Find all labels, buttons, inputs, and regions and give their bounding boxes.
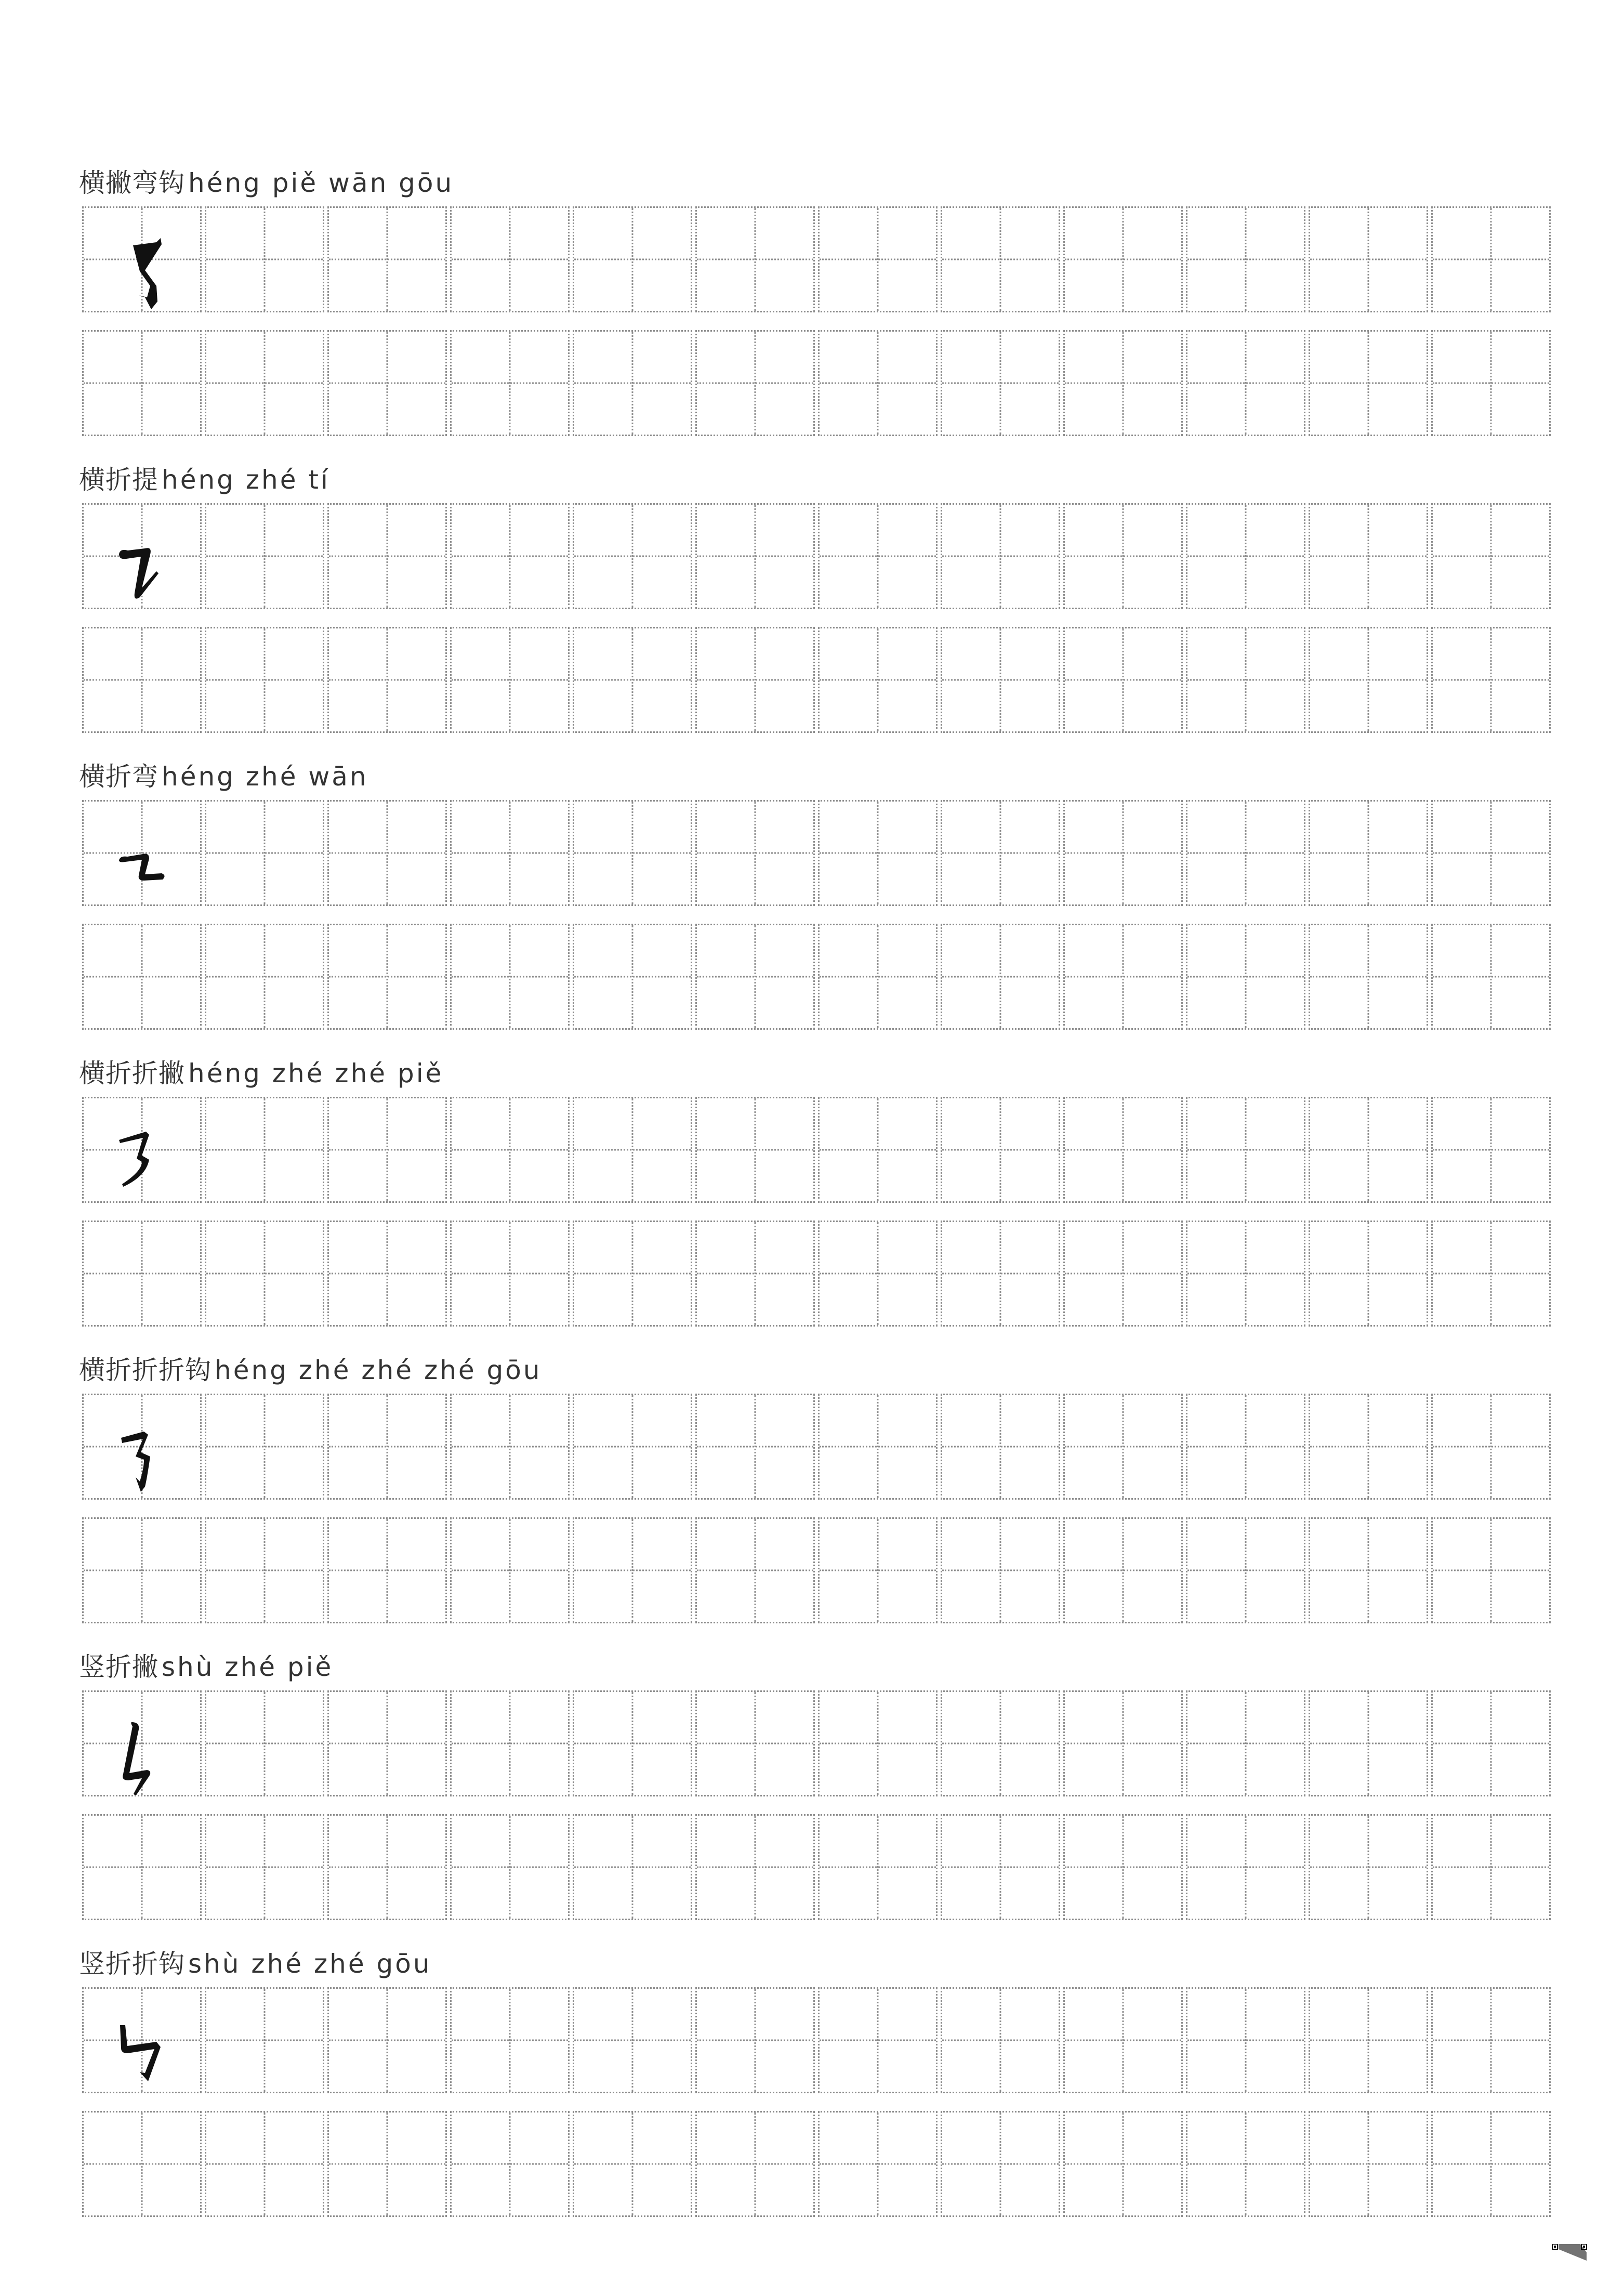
example-stroke-box — [82, 1097, 202, 1203]
practice-box[interactable] — [1431, 2111, 1551, 2217]
practice-box[interactable] — [941, 2111, 1060, 2217]
practice-box[interactable] — [327, 1987, 447, 2093]
practice-box[interactable] — [573, 503, 692, 609]
practice-box[interactable] — [573, 627, 692, 733]
practice-box[interactable] — [82, 2111, 202, 2217]
practice-box[interactable] — [205, 206, 324, 312]
stroke-title — [79, 1058, 443, 1089]
stroke-hanzi: 横撇弯钩 — [79, 168, 185, 198]
practice-row — [82, 1517, 1556, 1623]
stroke-pinyin: shù zhé piě — [162, 1652, 334, 1682]
example-stroke-box — [82, 503, 202, 609]
practice-row — [82, 1394, 1556, 1500]
practice-box[interactable] — [327, 1517, 447, 1623]
practice-box[interactable] — [1309, 2111, 1428, 2217]
practice-row — [82, 206, 1556, 312]
practice-box[interactable] — [573, 206, 692, 312]
practice-box[interactable] — [941, 924, 1060, 1030]
practice-box[interactable] — [205, 1517, 324, 1623]
stroke-hanzi: 横折弯 — [79, 762, 159, 792]
practice-box[interactable] — [1063, 503, 1183, 609]
practice-box[interactable] — [82, 330, 202, 436]
example-stroke-box — [82, 206, 202, 312]
practice-box[interactable] — [450, 330, 570, 436]
practice-box[interactable] — [327, 206, 447, 312]
vertical-turn-turn-hook-stroke-icon — [84, 1989, 200, 2092]
practice-box[interactable] — [941, 206, 1060, 312]
practice-box[interactable] — [1063, 330, 1183, 436]
practice-box[interactable] — [1431, 503, 1551, 609]
practice-box[interactable] — [450, 1394, 570, 1500]
practice-box[interactable] — [205, 1814, 324, 1920]
practice-box[interactable] — [941, 1097, 1060, 1203]
practice-box[interactable] — [695, 1394, 815, 1500]
practice-box[interactable] — [450, 206, 570, 312]
practice-box[interactable] — [327, 1394, 447, 1500]
stroke-title — [79, 1948, 432, 1979]
practice-box[interactable] — [1431, 924, 1551, 1030]
practice-box[interactable] — [695, 1517, 815, 1623]
practice-box[interactable] — [695, 330, 815, 436]
stroke-hanzi: 竖折折钩 — [79, 1949, 185, 1979]
practice-box[interactable] — [327, 800, 447, 906]
practice-box[interactable] — [1063, 2111, 1183, 2217]
practice-box[interactable] — [695, 800, 815, 906]
practice-box[interactable] — [1431, 800, 1551, 906]
horizontal-turn-bend-stroke-icon — [84, 802, 200, 904]
practice-box[interactable] — [1431, 1221, 1551, 1327]
stroke-pinyin: shù zhé zhé gōu — [188, 1949, 432, 1979]
practice-box[interactable] — [573, 800, 692, 906]
practice-box[interactable] — [1186, 330, 1305, 436]
practice-box[interactable] — [1186, 800, 1305, 906]
practice-box[interactable] — [82, 1814, 202, 1920]
practice-box[interactable] — [941, 1814, 1060, 1920]
practice-box[interactable] — [205, 2111, 324, 2217]
practice-box[interactable] — [573, 1690, 692, 1796]
practice-box[interactable] — [1431, 206, 1551, 312]
practice-box[interactable] — [1309, 1690, 1428, 1796]
practice-box[interactable] — [573, 1221, 692, 1327]
practice-box[interactable] — [573, 924, 692, 1030]
practice-box[interactable] — [818, 800, 938, 906]
stroke-pinyin: héng zhé zhé piě — [188, 1058, 444, 1088]
practice-box[interactable] — [941, 1517, 1060, 1623]
practice-box[interactable] — [1309, 1097, 1428, 1203]
practice-box[interactable] — [1431, 1517, 1551, 1623]
practice-box[interactable] — [327, 330, 447, 436]
practice-box[interactable] — [1063, 1814, 1183, 1920]
practice-box[interactable] — [1431, 1690, 1551, 1796]
practice-box[interactable] — [327, 1814, 447, 1920]
stroke-pinyin: héng zhé zhé zhé gōu — [215, 1355, 542, 1385]
practice-box[interactable] — [1186, 1517, 1305, 1623]
practice-box[interactable] — [1063, 1517, 1183, 1623]
practice-box[interactable] — [818, 2111, 938, 2217]
stroke-section — [0, 1652, 1624, 1987]
practice-box[interactable] — [450, 1690, 570, 1796]
practice-box[interactable] — [1431, 1394, 1551, 1500]
horizontal-turn-turn-sweep-stroke-icon — [84, 1098, 200, 1201]
stroke-hanzi: 横折折折钩 — [79, 1355, 212, 1385]
practice-box[interactable] — [695, 206, 815, 312]
practice-box[interactable] — [1063, 924, 1183, 1030]
practice-box[interactable] — [573, 2111, 692, 2217]
practice-box[interactable] — [205, 627, 324, 733]
practice-box[interactable] — [1063, 206, 1183, 312]
practice-box[interactable] — [941, 1690, 1060, 1796]
practice-box[interactable] — [1186, 206, 1305, 312]
practice-row — [82, 503, 1556, 609]
practice-row — [82, 1690, 1556, 1796]
stroke-title — [79, 464, 330, 495]
practice-box[interactable] — [818, 206, 938, 312]
practice-box[interactable] — [205, 924, 324, 1030]
practice-box[interactable] — [205, 1221, 324, 1327]
practice-box[interactable] — [1063, 800, 1183, 906]
practice-row — [82, 627, 1556, 733]
practice-box[interactable] — [818, 1221, 938, 1327]
practice-box[interactable] — [941, 330, 1060, 436]
practice-box[interactable] — [327, 503, 447, 609]
practice-row — [82, 800, 1556, 906]
horizontal-triple-turn-hook-stroke-icon — [84, 1395, 200, 1498]
practice-box[interactable] — [82, 1517, 202, 1623]
practice-box[interactable] — [450, 2111, 570, 2217]
practice-box[interactable] — [818, 1517, 938, 1623]
practice-box[interactable] — [82, 627, 202, 733]
practice-box[interactable] — [818, 627, 938, 733]
practice-box[interactable] — [450, 1221, 570, 1327]
example-stroke-box — [82, 800, 202, 906]
practice-box[interactable] — [205, 1987, 324, 2093]
practice-box[interactable] — [205, 1097, 324, 1203]
practice-box[interactable] — [1431, 330, 1551, 436]
zig-hook-stroke-icon — [84, 208, 200, 311]
practice-box[interactable] — [327, 1097, 447, 1203]
practice-box[interactable] — [1309, 1814, 1428, 1920]
practice-row — [82, 330, 1556, 436]
practice-box[interactable] — [695, 924, 815, 1030]
practice-box[interactable] — [1309, 503, 1428, 609]
practice-box[interactable] — [1063, 1690, 1183, 1796]
practice-box[interactable] — [573, 1097, 692, 1203]
practice-box[interactable] — [573, 1394, 692, 1500]
stroke-title — [79, 761, 368, 792]
practice-box[interactable] — [450, 924, 570, 1030]
practice-box[interactable] — [1186, 1987, 1305, 2093]
practice-box[interactable] — [573, 1517, 692, 1623]
practice-box[interactable] — [818, 1814, 938, 1920]
practice-box[interactable] — [1063, 1394, 1183, 1500]
practice-box[interactable] — [941, 627, 1060, 733]
stroke-title — [79, 1355, 542, 1386]
practice-box[interactable] — [1431, 1814, 1551, 1920]
practice-box[interactable] — [1309, 1221, 1428, 1327]
stroke-section — [0, 762, 1624, 1097]
practice-box[interactable] — [695, 503, 815, 609]
qr-code-icon — [1552, 2244, 1588, 2261]
practice-box[interactable] — [82, 1221, 202, 1327]
practice-box[interactable] — [1309, 1394, 1428, 1500]
practice-box[interactable] — [1431, 1097, 1551, 1203]
practice-box[interactable] — [941, 800, 1060, 906]
practice-row — [82, 1221, 1556, 1327]
practice-box[interactable] — [1309, 1987, 1428, 2093]
stroke-title — [79, 1651, 333, 1683]
stroke-pinyin: héng piě wān gōu — [188, 168, 454, 198]
stroke-section — [0, 465, 1624, 800]
vertical-turn-sweep-stroke-icon — [84, 1692, 200, 1795]
practice-box[interactable] — [1431, 1987, 1551, 2093]
practice-box[interactable] — [1063, 1987, 1183, 2093]
practice-box[interactable] — [1186, 1221, 1305, 1327]
practice-box[interactable] — [1186, 1394, 1305, 1500]
practice-box[interactable] — [205, 1394, 324, 1500]
practice-box[interactable] — [450, 503, 570, 609]
stroke-hanzi: 横折折撇 — [79, 1058, 185, 1088]
practice-box[interactable] — [941, 503, 1060, 609]
stroke-hanzi: 竖折撇 — [79, 1652, 159, 1682]
practice-box[interactable] — [1309, 330, 1428, 436]
practice-box[interactable] — [695, 627, 815, 733]
practice-row — [82, 924, 1556, 1030]
practice-box[interactable] — [450, 1097, 570, 1203]
practice-row — [82, 1097, 1556, 1203]
practice-box[interactable] — [1186, 1097, 1305, 1203]
practice-box[interactable] — [818, 924, 938, 1030]
practice-box[interactable] — [450, 1517, 570, 1623]
practice-box[interactable] — [1309, 1517, 1428, 1623]
practice-box[interactable] — [327, 1221, 447, 1327]
practice-box[interactable] — [695, 1097, 815, 1203]
practice-box[interactable] — [695, 1690, 815, 1796]
practice-box[interactable] — [1063, 1221, 1183, 1327]
practice-box[interactable] — [1186, 2111, 1305, 2217]
practice-box[interactable] — [1186, 1814, 1305, 1920]
practice-box[interactable] — [941, 1221, 1060, 1327]
practice-box[interactable] — [1186, 503, 1305, 609]
practice-box[interactable] — [1309, 800, 1428, 906]
example-stroke-box — [82, 1394, 202, 1500]
practice-box[interactable] — [573, 330, 692, 436]
practice-box[interactable] — [1186, 627, 1305, 733]
stroke-section — [0, 1355, 1624, 1690]
stroke-section — [0, 168, 1624, 503]
practice-box[interactable] — [82, 924, 202, 1030]
practice-box[interactable] — [695, 1814, 815, 1920]
practice-box[interactable] — [1309, 924, 1428, 1030]
practice-box[interactable] — [695, 1221, 815, 1327]
practice-box[interactable] — [327, 627, 447, 733]
stroke-section — [0, 1058, 1624, 1394]
practice-box[interactable] — [1431, 627, 1551, 733]
practice-box[interactable] — [1186, 1690, 1305, 1796]
practice-box[interactable] — [327, 924, 447, 1030]
practice-box[interactable] — [205, 330, 324, 436]
practice-row — [82, 1814, 1556, 1920]
practice-box[interactable] — [450, 1987, 570, 2093]
practice-row — [82, 2111, 1556, 2217]
stroke-pinyin: héng zhé wān — [162, 762, 368, 792]
practice-box[interactable] — [1063, 1097, 1183, 1203]
practice-box[interactable] — [450, 627, 570, 733]
practice-box[interactable] — [450, 800, 570, 906]
stroke-section — [0, 1949, 1624, 2284]
practice-box[interactable] — [818, 1394, 938, 1500]
practice-box[interactable] — [941, 1394, 1060, 1500]
practice-box[interactable] — [818, 503, 938, 609]
practice-box[interactable] — [818, 330, 938, 436]
practice-box[interactable] — [205, 800, 324, 906]
stroke-hanzi: 横折提 — [79, 465, 159, 495]
practice-row — [82, 1987, 1556, 2093]
practice-box[interactable] — [695, 2111, 815, 2217]
practice-box[interactable] — [573, 1814, 692, 1920]
example-stroke-box — [82, 1690, 202, 1796]
practice-box[interactable] — [205, 503, 324, 609]
practice-box[interactable] — [327, 2111, 447, 2217]
practice-box[interactable] — [450, 1814, 570, 1920]
horizontal-turn-rise-stroke-icon — [84, 505, 200, 608]
practice-box[interactable] — [1309, 627, 1428, 733]
practice-box[interactable] — [818, 1690, 938, 1796]
practice-box[interactable] — [695, 1987, 815, 2093]
stroke-pinyin: héng zhé tí — [162, 465, 330, 495]
practice-box[interactable] — [573, 1987, 692, 2093]
practice-box[interactable] — [1309, 206, 1428, 312]
practice-box[interactable] — [1186, 924, 1305, 1030]
practice-box[interactable] — [941, 1987, 1060, 2093]
practice-box[interactable] — [205, 1690, 324, 1796]
practice-box[interactable] — [818, 1987, 938, 2093]
practice-box[interactable] — [327, 1690, 447, 1796]
stroke-title — [79, 167, 454, 199]
practice-box[interactable] — [818, 1097, 938, 1203]
practice-box[interactable] — [1063, 627, 1183, 733]
example-stroke-box — [82, 1987, 202, 2093]
